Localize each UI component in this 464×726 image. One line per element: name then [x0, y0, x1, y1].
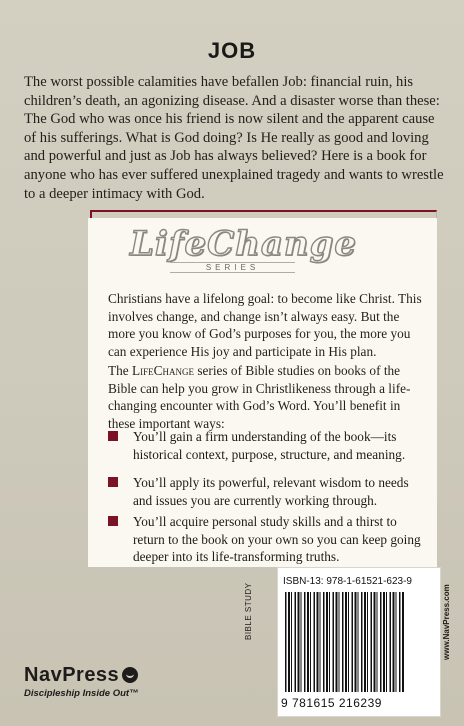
category-label: BIBLE STUDY [244, 582, 253, 640]
series-paragraph-1: Christians have a lifelong goal: to become like Christ. This involves change, and change isn’t always easy. But the more you know of God’s purposes for you, the more you can experience His joy and participate in His plan. [108, 291, 422, 359]
bullet-text: You’ll apply its powerful, relevant wisdom to needs and issues you are currently working through. [133, 475, 409, 508]
publisher-url: www.NavPress.com [442, 584, 451, 660]
barcode-icon [285, 592, 405, 692]
lifechange-logo [130, 224, 358, 279]
series-paragraph-2-pre: The [108, 363, 132, 378]
series-paragraph-2-post: series of Bible studies on books of the Bible can help you grow in Christlikeness through a life-changing encounter with God’s Word. You’ll benefit in these important ways: [108, 363, 411, 431]
publisher-logo [24, 664, 139, 699]
publisher-name: NavPress [24, 664, 120, 686]
series-name: LifeChange [132, 363, 194, 378]
isbn-text: ISBN-13: 978-1-61521-623-9 [283, 576, 412, 587]
logo-series-label: SERIES [170, 262, 295, 273]
publisher-tagline: Discipleship Inside Out™ [24, 688, 139, 699]
bullet-square-icon [108, 431, 118, 441]
navpress-mark-icon [122, 667, 138, 683]
series-paragraph-2 [108, 362, 426, 432]
book-description: The worst possible calamities have befallen Job: financial ruin, his children’s death, an agonizing disease. And a disaster worse than these: The God who was once his friend is now silent and the apparent cause of his sufferings. What is God doing? Is He really as good and loving and powerful and just as Job has always believed? Here is a book for anyone who has ever suffered unexplained tragedy and wants to wrestle to a deeper intimacy with God. [24, 74, 444, 202]
bullet-text: You’ll gain a firm understanding of the book—its historical context, purpose, structure, and meaning. [133, 429, 406, 462]
publisher-name-row [24, 664, 139, 687]
bullet-text: You’ll acquire personal study skills and a thirst to return to the book on your own so you can keep going deeper into its life-transforming truths. [133, 514, 421, 565]
bullet-square-icon [108, 477, 118, 487]
bullet-square-icon [108, 516, 118, 526]
logo-wordmark: LifeChange [130, 224, 358, 264]
barcode-number: 9 781615 216239 [281, 696, 382, 710]
book-title: JOB [207, 38, 257, 63]
